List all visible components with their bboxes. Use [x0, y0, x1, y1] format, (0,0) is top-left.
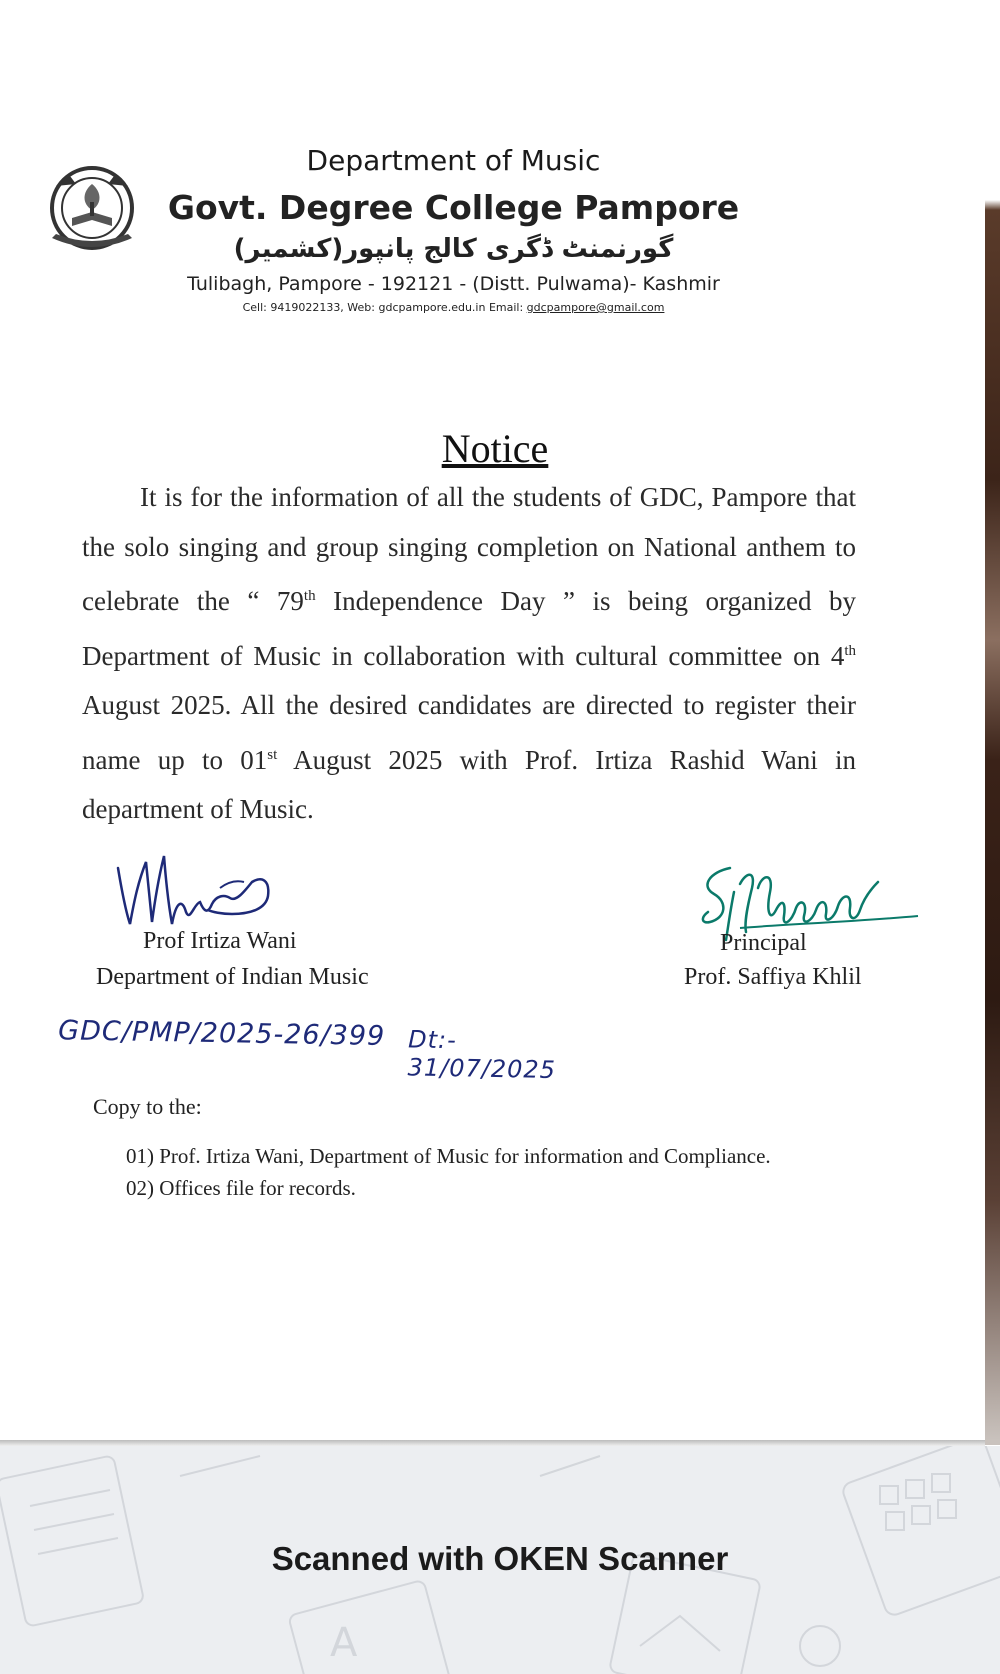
- scanner-watermark-text: Scanned with OKEN Scanner: [271, 1540, 729, 1577]
- notice-body-part-2: Independence Day ” is being organized by Department of Music in collaboration with cultural committee on 4: [82, 586, 856, 671]
- copy-to-list: [126, 1140, 771, 1204]
- right-signatory-title: Principal: [720, 930, 807, 956]
- superscript-st: st: [267, 746, 278, 763]
- superscript-th-2: th: [844, 642, 856, 659]
- notice-title: Notice: [441, 426, 549, 471]
- department-heading: Department of Music: [306, 144, 601, 177]
- college-name: Govt. Degree College Pampore: [167, 188, 740, 227]
- notice-body: [82, 473, 856, 835]
- college-address: Tulibagh, Pampore - 192121 - (Distt. Pulwama)- Kashmir: [187, 273, 720, 295]
- reference-date: Dt:- 31/07/2025: [407, 1025, 557, 1084]
- copy-to-item: 02) Offices file for records.: [126, 1176, 356, 1200]
- left-signatory-name: Prof Irtiza Wani: [143, 928, 297, 954]
- reference-number: GDC/PMP/2025-26/399: [57, 1015, 386, 1052]
- copy-to-item: 01) Prof. Irtiza Wani, Department of Music for information and Compliance.: [126, 1144, 771, 1168]
- notice-body-part-3: August 2025. All the desired candidates are directed to register their name up to 01: [82, 690, 856, 775]
- reference-handwritten: [57, 1015, 599, 1084]
- notice-body-part-4: August 2025 with Prof. Irtiza Rashid Wani in department of Music.: [82, 744, 856, 824]
- superscript-th-1: th: [303, 588, 316, 604]
- college-contact: [0, 301, 907, 314]
- svg-text:A: A: [330, 1620, 358, 1666]
- contact-details: Cell: 9419022133, Web: gdcpampore.edu.in Email:: [242, 301, 527, 314]
- right-signatory-name: Prof. Saffiya Khlil: [684, 964, 862, 990]
- notice-body-part-1: It is for the information of all the students of GDC, Pampore that the solo singing and group singing completion on National anthem to celebrate the “ 79: [82, 482, 856, 616]
- left-signatory-department: Department of Indian Music: [96, 964, 369, 990]
- contact-email: gdcpampore@gmail.com: [526, 301, 665, 314]
- scanner-footer: [0, 1446, 1000, 1674]
- college-name-urdu: گورنمنٹ ڈگری کالج پانپور(کشمیر): [233, 234, 674, 264]
- copy-to-label: Copy to the:: [93, 1094, 202, 1119]
